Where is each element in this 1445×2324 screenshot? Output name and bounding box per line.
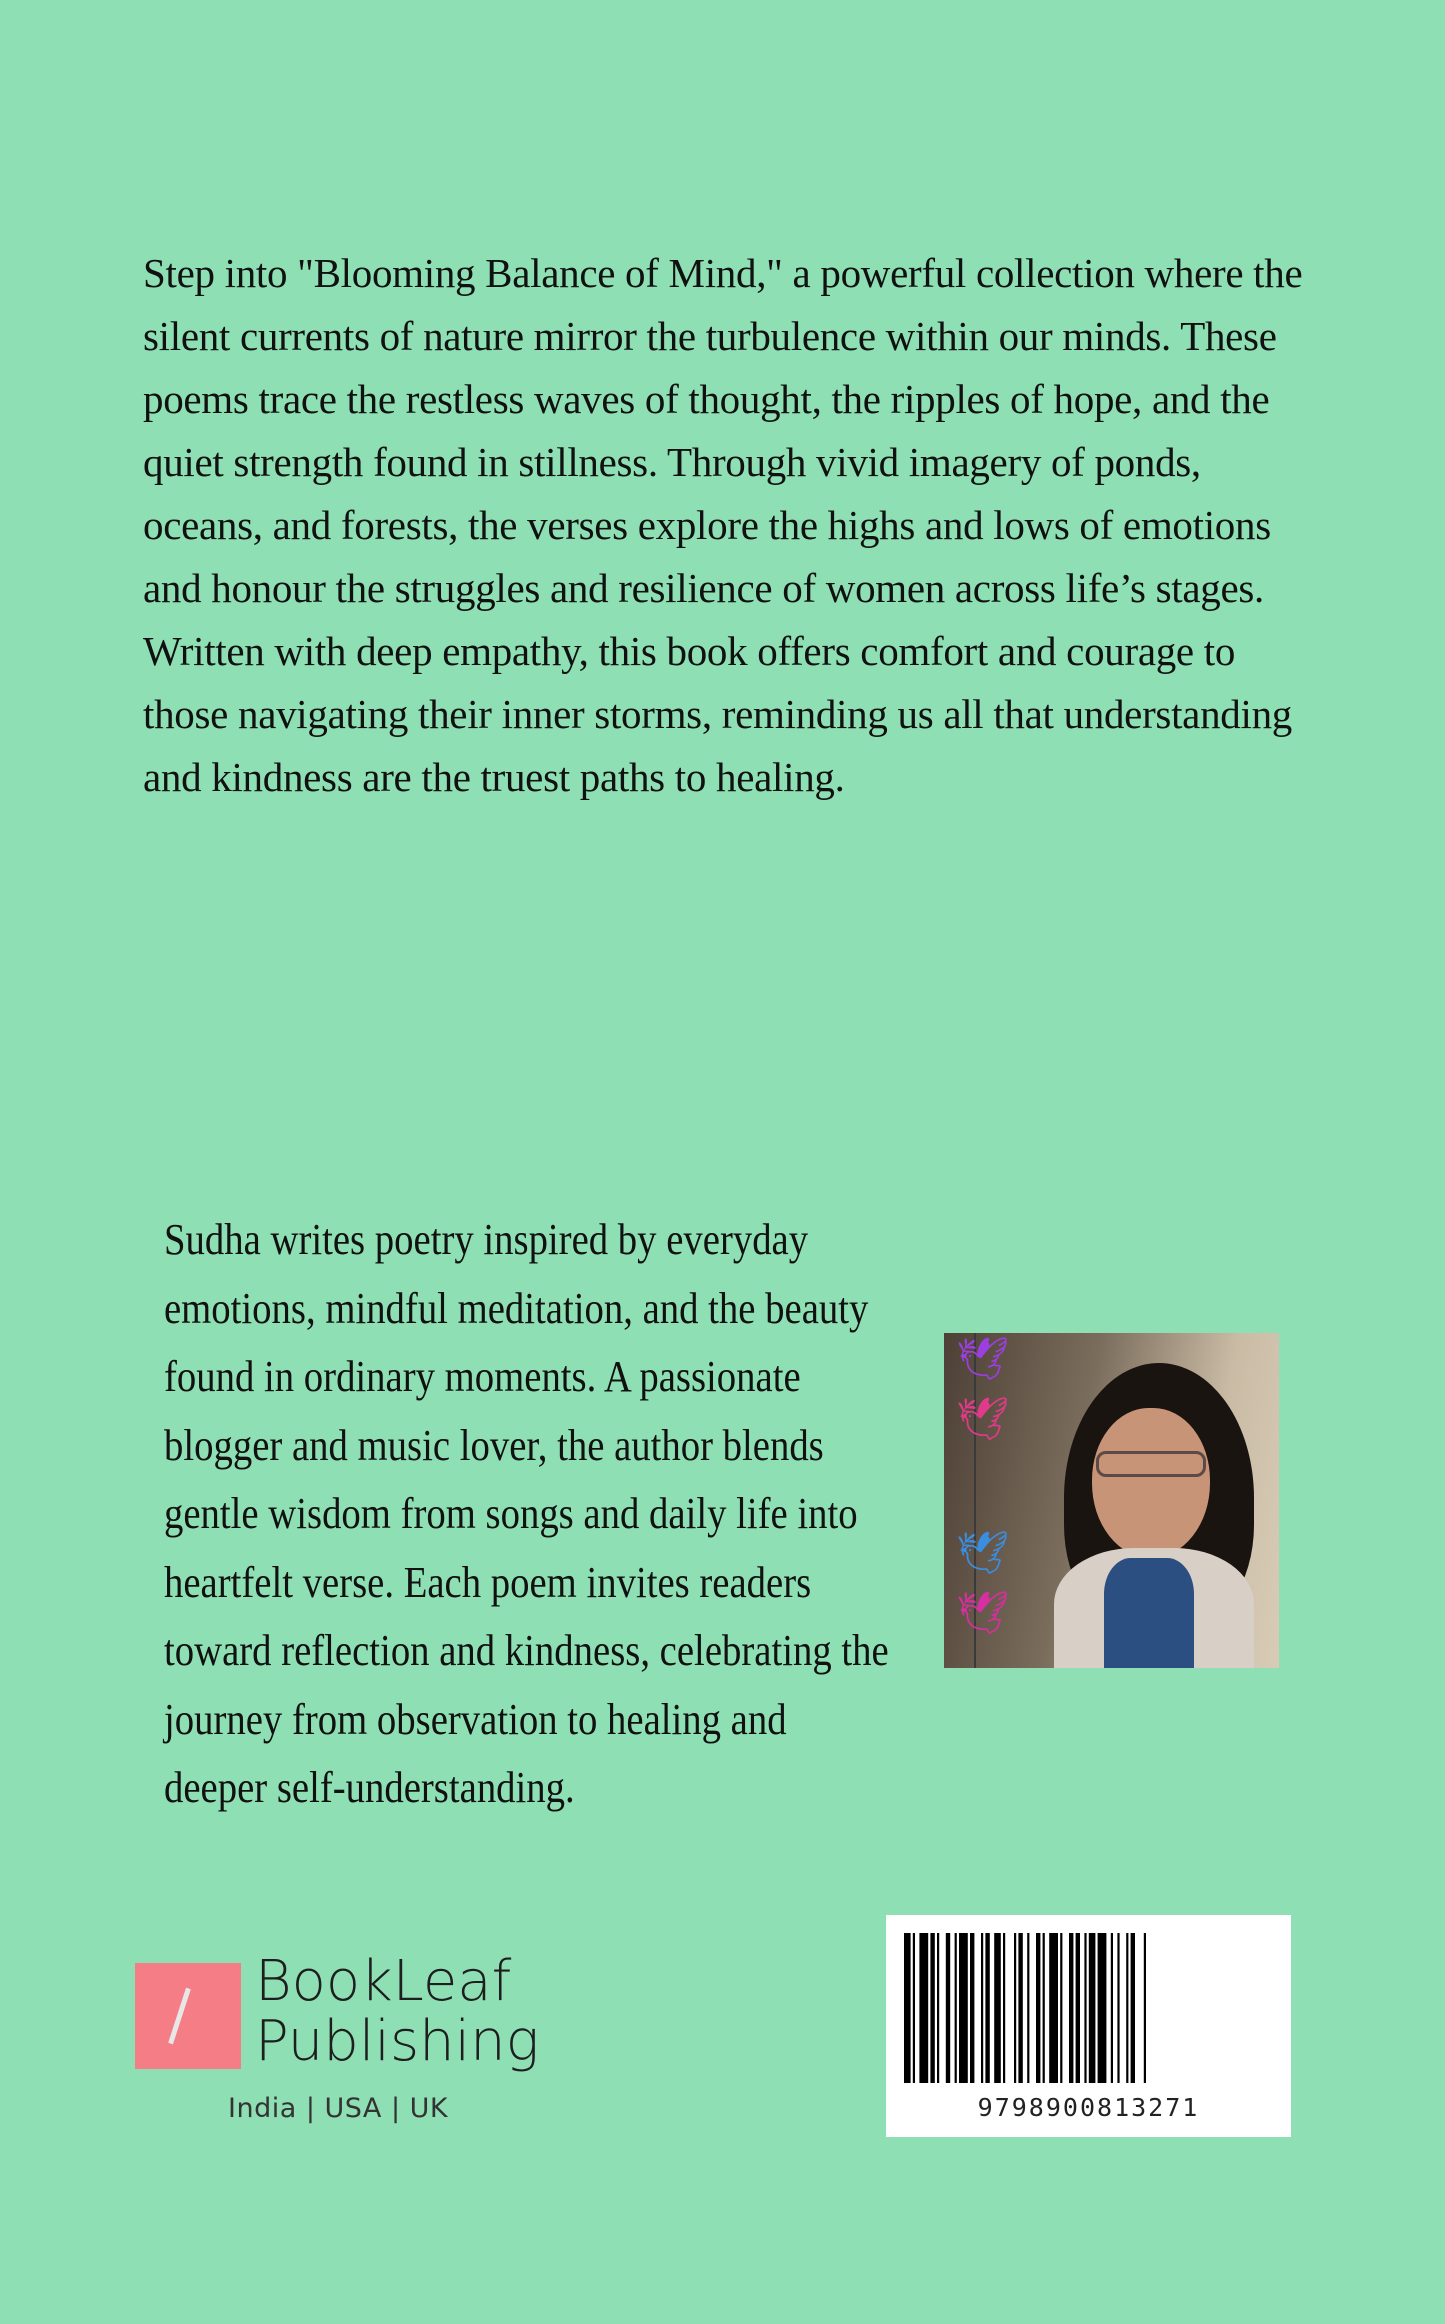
barcode-bar: [985, 1933, 989, 2083]
barcode-bar: [1027, 1933, 1029, 2083]
isbn-number: 9798900813271: [977, 2093, 1200, 2122]
barcode-bar: [1003, 1933, 1005, 2083]
barcode-bar: [946, 1933, 950, 2083]
barcode-bar: [955, 1933, 957, 2083]
barcode-bar: [913, 1933, 915, 2083]
barcode-bar: [1144, 1933, 1146, 2083]
publisher-regions: India | USA | UK: [228, 2093, 449, 2124]
isbn-barcode: [886, 1915, 1291, 2137]
barcode-bar: [994, 1933, 1001, 2083]
bird-icon: 🕊: [956, 1397, 1010, 1443]
barcode-bar: [1131, 1933, 1135, 2083]
barcode-bar: [1126, 1933, 1128, 2083]
barcode-bar: [1018, 1933, 1022, 2083]
book-blurb: Step into "Blooming Balance of Mind," a powerful collection where the silent currents of nature mirror the turbulence within our minds. These poems trace the restless waves of thought, the ripples of hope, and the quiet strength found in stillness. Through vivid imagery of ponds, oceans, and forests, the verses explore the highs and lows of emotions and honour the struggles and resilience of women across life’s stages. Written with deep empathy, this book offers comfort and courage to those navigating their inner storms, reminding us all that understanding and kindness are the truest paths to healing.: [143, 250, 1303, 800]
barcode-bars: [904, 1933, 1273, 2083]
barcode-bar: [1117, 1933, 1119, 2083]
barcode-bar: [1098, 1933, 1107, 2083]
publisher-name-line2: Publishing: [255, 2009, 540, 2074]
barcode-bar: [904, 1933, 911, 2083]
barcode-bar: [1014, 1933, 1016, 2083]
barcode-bar: [919, 1933, 928, 2083]
bird-icon: 🕊: [956, 1531, 1010, 1577]
barcode-bar: [959, 1933, 968, 2083]
barcode-bar: [1060, 1933, 1062, 2083]
barcode-bar: [1049, 1933, 1058, 2083]
barcode-bar: [930, 1933, 934, 2083]
barcode-bar: [1043, 1933, 1045, 2083]
barcode-bar: [1036, 1933, 1040, 2083]
barcode-bar: [1111, 1933, 1113, 2083]
author-photo: [944, 1333, 1279, 1668]
bird-icon: 🕊: [956, 1591, 1010, 1637]
publisher-name-line1: BookLeaf: [255, 1949, 512, 2014]
author-bio: Sudha writes poetry inspired by everyday emotions, mindful meditation, and the beauty found in ordinary moments. A passionate blogger and music lover, the author blends gentle wisdom from songs and daily life into heartfelt verse. Each poem invites readers toward reflection and kindness, celebrating the journey from observation to healing and deeper self-understanding.: [164, 1215, 889, 1812]
bird-icon: 🕊: [956, 1337, 1010, 1383]
barcode-bar: [937, 1933, 939, 2083]
barcode-bar: [1084, 1933, 1086, 2083]
barcode-bar: [981, 1933, 983, 2083]
publisher-logo-icon: [135, 1963, 241, 2069]
barcode-bar: [970, 1933, 974, 2083]
barcode-bar: [1089, 1933, 1096, 2083]
barcode-bar: [1069, 1933, 1073, 2083]
barcode-bar: [1076, 1933, 1080, 2083]
publisher-name: [255, 1949, 540, 2074]
